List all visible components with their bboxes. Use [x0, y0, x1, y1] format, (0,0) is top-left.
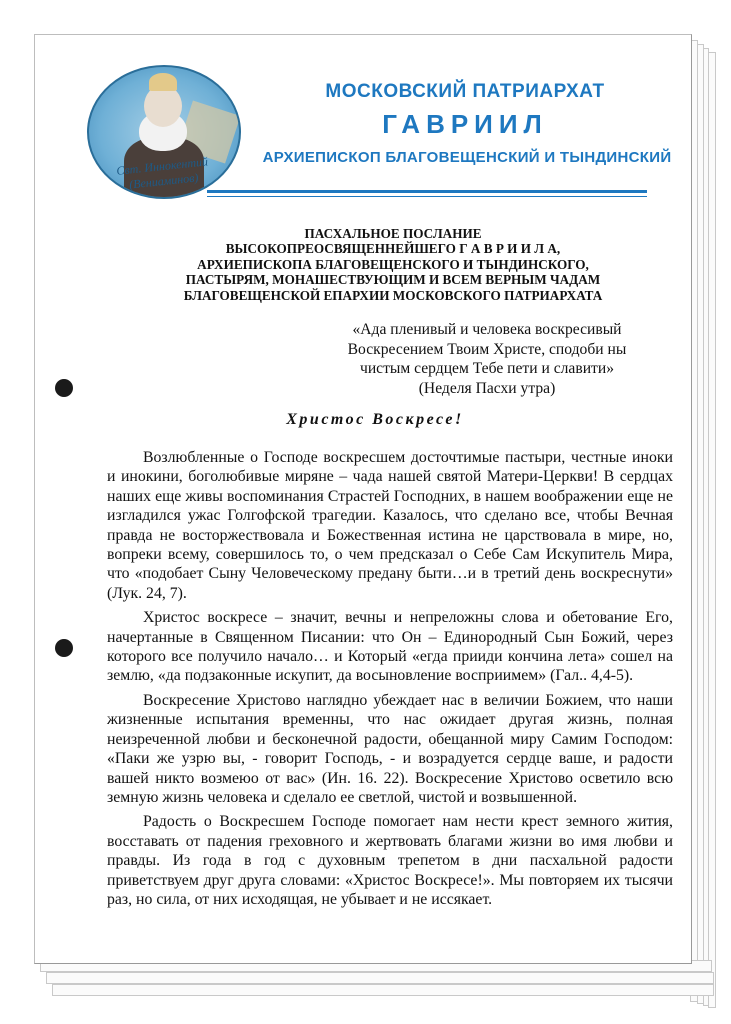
epigraph [317, 320, 657, 398]
title-line: ПАСТЫРЯМ, МОНАШЕСТВУЮЩИМ И ВСЕМ ВЕРНЫМ ЧАДАМ [185, 272, 601, 288]
title-line: БЛАГОВЕЩЕНСКОЙ ЕПАРХИИ МОСКОВСКОГО ПАТРИАРХАТА [183, 287, 603, 303]
document-title [145, 226, 641, 303]
patriarchate-heading: МОСКОВСКИЙ ПАТРИАРХАТ [325, 81, 605, 102]
title-line: ПАСХАЛЬНОЕ ПОСЛАНИЕ [304, 226, 482, 241]
epigraph-line: чистым сердцем Тебе пети и славити» [359, 360, 614, 377]
header-divider [207, 190, 647, 193]
archbishop-name: ГАВРИИЛ [382, 109, 548, 139]
paragraph: Христос воскресе – значит, вечны и непреложны слова и обетование Его, начертанные в Священном Писании: что Он – Единородный Сын Божий, через которого все получило начало… и Который «егда прииди кончина лета» сошел на землю, «да подзаконные искупит, да восыновление восприимем» (Гал.. 4,4-5). [107, 609, 673, 685]
header-divider-thin [207, 196, 647, 197]
punch-hole [55, 379, 73, 397]
paragraph: Возлюбленные о Господе воскресшем досточтимые пастыри, честные иноки и инокини, боголюбивые миряне – чада нашей святой Матери-Церкви! В сердцах наших еще живы воспоминания Страстей Господних, в нашем воображении еще не изгладился ужас Голгофской трагедии. Казалось, что сделано все, чтобы Вечная правда не восторжествовала и Божественная истина не царствовала в мире, но, вопреки всему, совершилось то, о чем предсказал о Себе Сам Искупитель Мира, что «подобает Сыну Человеческому предану быти…и в третий день воскреснути» (Лук. 24, 7). [107, 449, 673, 602]
archbishop-title: АРХИЕПИСКОП БЛАГОВЕЩЕНСКИЙ И ТЫНДИНСКИЙ [262, 149, 672, 166]
emblem-caption: Свт. Иннокентий (Вениаминов) [115, 154, 209, 192]
body-text [107, 448, 673, 914]
paper-edge [46, 972, 714, 984]
epigraph-line: «Ада пленивый и человека воскресивый [352, 321, 622, 338]
greeting: Христос Воскресе! [286, 411, 464, 428]
paper-edge [697, 44, 704, 1004]
paragraph: Воскресение Христово наглядно убеждает нас в величии Божием, что наши жизненные испытания временны, что нас ожидает другая жизнь, полная неизреченной любви и бесконечной радости, обещанной миру Самим Господом: «Паки же узрю вы, - говорит Господь, - и возрадуется сердце ваше, и радости вашей никто возмеюо от вас» (Ин. 16. 22). Воскресение Христово осветило всю земную жизнь человека и сделало ее светлой, чистой и возвышенной. [107, 691, 673, 806]
epigraph-source: (Неделя Пасхи утра) [418, 379, 556, 397]
paper-edge [52, 984, 714, 996]
paper-edge [708, 52, 716, 1008]
title-line: АРХИЕПИСКОПА БЛАГОВЕЩЕНСКОГО И ТЫНДИНСКОГО, [197, 256, 589, 272]
epigraph-line: Воскресением Твоим Христе, сподоби ны [347, 340, 627, 358]
punch-hole [55, 639, 73, 657]
document-page [34, 34, 692, 964]
paragraph: Радость о Воскресшем Господе помогает нам нести крест земного жития, восставать от падения греховного и жертвовать благами жизни во имя любви и правды. Из года в год с духовным трепетом в дни пасхальной радости приветствуем друг друга словами: «Христос Воскресе!». Мы повторяем их тысячи раз, но сила, от них исходящая, не убывает и не иссякает. [107, 813, 673, 908]
title-line: ВЫСОКОПРЕОСВЯЩЕННЕЙШЕГО Г А В Р И И Л А, [225, 241, 561, 257]
